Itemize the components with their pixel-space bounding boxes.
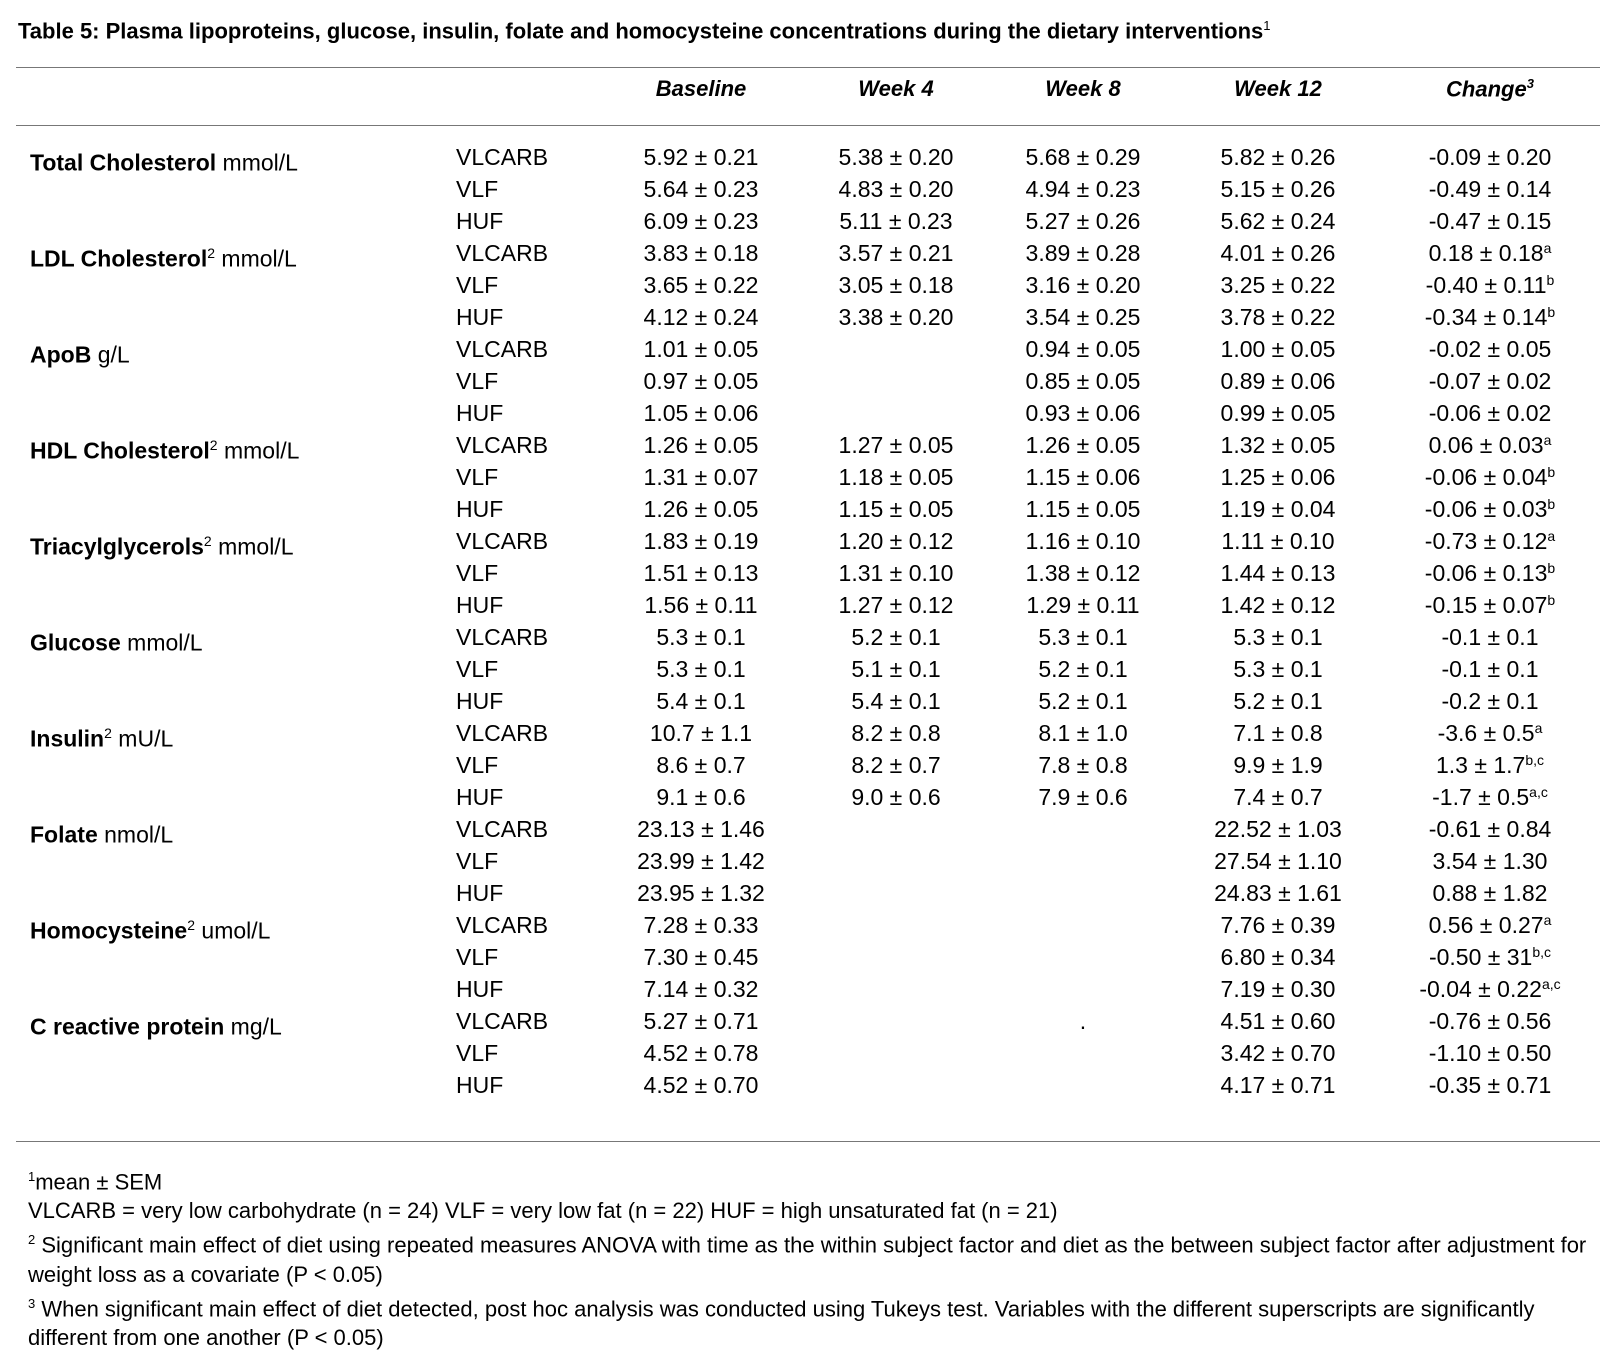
diet-cell: VLCARB <box>456 240 549 266</box>
change-cell: 0.88 ± 1.82 <box>1432 880 1548 906</box>
change-cell: -3.6 ± 0.5$^a$ <box>1437 720 1543 746</box>
diet-cell: VLF <box>456 656 499 682</box>
table-row <box>0 429 1600 464</box>
row-group-label: Total Cholesterol mmol/L <box>30 149 298 176</box>
table-row <box>0 621 1600 656</box>
change-cell: -0.06 ± 0.03$^b$ <box>1424 496 1556 522</box>
diet-cell: VLCARB <box>456 624 549 650</box>
week4-cell: 1.27 ± 0.05 <box>838 432 954 458</box>
week4-cell: 5.1 ± 0.1 <box>851 656 941 682</box>
baseline-cell: 1.31 ± 0.07 <box>643 464 759 490</box>
baseline-cell: 6.09 ± 0.23 <box>643 208 759 234</box>
baseline-cell: 1.83 ± 0.19 <box>643 528 759 554</box>
row-group-label: Glucose mmol/L <box>30 629 203 656</box>
table-row <box>0 717 1600 752</box>
table-row <box>0 685 1600 717</box>
week8-cell: 5.2 ± 0.1 <box>1038 688 1128 714</box>
diet-cell: VLCARB <box>456 912 549 938</box>
table-row <box>0 397 1600 429</box>
diet-cell: VLCARB <box>456 528 549 554</box>
baseline-cell: 5.3 ± 0.1 <box>656 656 746 682</box>
week8-cell: 0.94 ± 0.05 <box>1025 336 1141 362</box>
diet-cell: HUF <box>456 880 504 906</box>
week4-cell: 1.31 ± 0.10 <box>838 560 954 586</box>
baseline-cell: 3.65 ± 0.22 <box>643 272 759 298</box>
diet-cell: HUF <box>456 400 504 426</box>
week8-cell: 1.15 ± 0.05 <box>1025 496 1141 522</box>
change-cell: -0.35 ± 0.71 <box>1428 1072 1552 1098</box>
week4-cell: 1.15 ± 0.05 <box>838 496 954 522</box>
row-group-label: Triacylglycerols$^2$ mmol/L <box>30 533 294 560</box>
week8-cell: 4.94 ± 0.23 <box>1025 176 1141 202</box>
week8-cell: 7.8 ± 0.8 <box>1038 752 1128 778</box>
week4-cell: 9.0 ± 0.6 <box>851 784 941 810</box>
row-group-label: Homocysteine$^2$ umol/L <box>30 917 271 944</box>
week12-cell: 7.19 ± 0.30 <box>1220 976 1336 1002</box>
baseline-cell: 1.26 ± 0.05 <box>643 432 759 458</box>
diet-cell: VLF <box>456 464 499 490</box>
week8-cell: 3.16 ± 0.20 <box>1025 272 1141 298</box>
week8-cell: 0.93 ± 0.06 <box>1025 400 1141 426</box>
week12-cell: 4.51 ± 0.60 <box>1220 1008 1336 1034</box>
diet-cell: VLF <box>456 272 499 298</box>
week8-cell: 3.54 ± 0.25 <box>1025 304 1141 330</box>
week12-cell: 1.42 ± 0.12 <box>1220 592 1336 618</box>
change-cell: -0.47 ± 0.15 <box>1428 208 1552 234</box>
week12-cell: 6.80 ± 0.34 <box>1220 944 1336 970</box>
table-row <box>0 909 1600 944</box>
diet-cell: VLCARB <box>456 1008 549 1034</box>
baseline-cell: 5.3 ± 0.1 <box>656 624 746 650</box>
week4-cell: 8.2 ± 0.7 <box>851 752 941 778</box>
week4-cell: 8.2 ± 0.8 <box>851 720 941 746</box>
diet-cell: HUF <box>456 784 504 810</box>
change-cell: $-0.50 \pm 31^{b,c}$ <box>1428 944 1552 970</box>
table-row <box>0 269 1600 301</box>
week12-cell: 5.2 ± 0.1 <box>1233 688 1323 714</box>
baseline-cell: 7.30 ± 0.45 <box>643 944 759 970</box>
table-row <box>0 781 1600 813</box>
baseline-cell: 4.12 ± 0.24 <box>643 304 759 330</box>
table-row <box>0 301 1600 333</box>
week8-cell: 7.9 ± 0.6 <box>1038 784 1128 810</box>
week4-cell: 3.05 ± 0.18 <box>838 272 954 298</box>
table-row <box>0 237 1600 272</box>
change-cell: -0.76 ± 0.56 <box>1428 1008 1552 1034</box>
row-group-label: Insulin$^2$ mU/L <box>30 725 174 752</box>
change-cell: -0.02 ± 0.05 <box>1428 336 1552 362</box>
diet-cell: VLF <box>456 752 499 778</box>
row-group-label: C reactive protein mg/L <box>30 1013 282 1040</box>
footnote-abbreviations: VLCARB = very low carbohydrate (n = 24) VLF = very low fat (n = 22) HUF = high unsaturated fat (n = 21) <box>28 1198 1058 1224</box>
baseline-cell: 23.99 ± 1.42 <box>637 848 765 874</box>
baseline-cell: 5.92 ± 0.21 <box>643 144 759 170</box>
table-row <box>0 653 1600 685</box>
row-group-label: ApoB g/L <box>30 341 130 368</box>
week4-cell: 5.38 ± 0.20 <box>838 144 954 170</box>
table-row <box>0 333 1600 368</box>
table-row <box>0 877 1600 909</box>
table-row <box>0 493 1600 525</box>
change-cell: -0.40 ± 0.11$^b$ <box>1425 272 1555 298</box>
week4-cell: 1.27 ± 0.12 <box>838 592 954 618</box>
table-row <box>0 1005 1600 1040</box>
footnote-1: $^1$mean ± SEM <box>28 1169 163 1195</box>
table-row <box>0 973 1600 1005</box>
header-week12: Week 12 <box>1234 76 1322 101</box>
week4-cell: 5.4 ± 0.1 <box>851 688 941 714</box>
table-row <box>0 845 1600 877</box>
diet-cell: VLF <box>456 560 499 586</box>
week8-cell: 5.68 ± 0.29 <box>1025 144 1141 170</box>
baseline-cell: 5.4 ± 0.1 <box>656 688 746 714</box>
week12-cell: 7.76 ± 0.39 <box>1220 912 1336 938</box>
baseline-cell: 4.52 ± 0.70 <box>643 1072 759 1098</box>
change-cell: -0.15 ± 0.07$^b$ <box>1424 592 1556 618</box>
baseline-cell: 1.26 ± 0.05 <box>643 496 759 522</box>
week12-cell: 1.32 ± 0.05 <box>1220 432 1336 458</box>
week12-cell: 1.00 ± 0.05 <box>1220 336 1336 362</box>
row-group-label: LDL Cholesterol$^2$ mmol/L <box>30 245 297 272</box>
header-change-marker: 3 <box>1526 76 1534 91</box>
footnote-2: $^2$ Significant main effect of diet using repeated measures ANOVA with time as the within subject factor and diet as the between subject factor after adjustment for weight loss as a covariate (P < 0.05) <box>28 1232 1587 1287</box>
table-row <box>0 749 1600 781</box>
row-group-label: Folate nmol/L <box>30 821 174 848</box>
table-row <box>0 1069 1600 1101</box>
baseline-cell: 5.64 ± 0.23 <box>643 176 759 202</box>
top-rule <box>16 67 1600 68</box>
diet-cell: VLCARB <box>456 144 549 170</box>
baseline-cell: 23.95 ± 1.32 <box>637 880 765 906</box>
table-row <box>0 557 1600 589</box>
baseline-cell: 3.83 ± 0.18 <box>643 240 759 266</box>
baseline-cell: 1.01 ± 0.05 <box>643 336 759 362</box>
diet-cell: VLCARB <box>456 720 549 746</box>
diet-cell: HUF <box>456 1072 504 1098</box>
week12-cell: 7.1 ± 0.8 <box>1233 720 1323 746</box>
diet-cell: HUF <box>456 304 504 330</box>
header-row <box>0 70 1600 120</box>
baseline-cell: 1.56 ± 0.11 <box>644 592 758 618</box>
week8-cell: 5.27 ± 0.26 <box>1025 208 1141 234</box>
week12-cell: 1.11 ± 0.10 <box>1221 528 1335 554</box>
baseline-cell: 9.1 ± 0.6 <box>656 784 746 810</box>
week12-cell: 27.54 ± 1.10 <box>1214 848 1342 874</box>
baseline-cell: 8.6 ± 0.7 <box>656 752 746 778</box>
diet-cell: HUF <box>456 976 504 1002</box>
baseline-cell: 0.97 ± 0.05 <box>643 368 759 394</box>
table-row <box>0 205 1600 237</box>
bottom-rule <box>16 1141 1600 1142</box>
change-cell: $-1.7 \pm 0.5^{a,c}$ <box>1432 784 1548 810</box>
baseline-cell: 5.27 ± 0.71 <box>643 1008 759 1034</box>
diet-cell: HUF <box>456 688 504 714</box>
week12-cell: 1.19 ± 0.04 <box>1220 496 1336 522</box>
change-cell: -0.1 ± 0.1 <box>1441 656 1539 682</box>
header-change: Change$^3$ <box>1446 76 1534 102</box>
table-row <box>0 813 1600 848</box>
week8-cell: 1.16 ± 0.10 <box>1025 528 1141 554</box>
week12-cell: 24.83 ± 1.61 <box>1214 880 1342 906</box>
baseline-cell: 4.52 ± 0.78 <box>643 1040 759 1066</box>
diet-cell: VLF <box>456 176 499 202</box>
diet-cell: VLF <box>456 1040 499 1066</box>
week12-cell: 22.52 ± 1.03 <box>1214 816 1342 842</box>
change-cell: -1.10 ± 0.50 <box>1428 1040 1552 1066</box>
week12-cell: 1.44 ± 0.13 <box>1220 560 1336 586</box>
table-row <box>0 461 1600 493</box>
week8-cell: 5.3 ± 0.1 <box>1038 624 1128 650</box>
header-week4: Week 4 <box>858 76 934 101</box>
week12-cell: 0.99 ± 0.05 <box>1220 400 1336 426</box>
week8-cell: 1.38 ± 0.12 <box>1025 560 1141 586</box>
baseline-cell: 1.51 ± 0.13 <box>643 560 759 586</box>
week12-cell: 5.3 ± 0.1 <box>1233 624 1323 650</box>
week12-cell: 7.4 ± 0.7 <box>1233 784 1323 810</box>
change-cell: -0.06 ± 0.04$^b$ <box>1424 464 1556 490</box>
diet-cell: VLF <box>456 944 499 970</box>
table-row <box>0 365 1600 397</box>
baseline-cell: 7.28 ± 0.33 <box>643 912 759 938</box>
header-rule <box>16 125 1600 126</box>
week8-cell: 1.26 ± 0.05 <box>1025 432 1141 458</box>
week4-cell: 5.2 ± 0.1 <box>851 624 941 650</box>
diet-cell: VLCARB <box>456 816 549 842</box>
table-row <box>0 141 1600 176</box>
table-footnotes <box>28 1162 1588 1352</box>
baseline-cell: 1.05 ± 0.06 <box>643 400 759 426</box>
change-cell: -0.07 ± 0.02 <box>1428 368 1552 394</box>
baseline-cell: 10.7 ± 1.1 <box>649 720 753 746</box>
baseline-cell: 7.14 ± 0.32 <box>643 976 759 1002</box>
week4-cell: 1.20 ± 0.12 <box>838 528 954 554</box>
week12-cell: 4.01 ± 0.26 <box>1220 240 1336 266</box>
week12-cell: 5.82 ± 0.26 <box>1220 144 1336 170</box>
baseline-cell: 23.13 ± 1.46 <box>637 816 765 842</box>
change-cell: 3.54 ± 1.30 <box>1432 848 1548 874</box>
header-baseline: Baseline <box>655 76 747 101</box>
diet-cell: VLCARB <box>456 336 549 362</box>
week4-cell: 4.83 ± 0.20 <box>838 176 954 202</box>
change-cell: -0.73 ± 0.12$^a$ <box>1424 528 1556 554</box>
header-week8: Week 8 <box>1045 76 1121 101</box>
week12-cell: 9.9 ± 1.9 <box>1233 752 1323 778</box>
week8-cell: 8.1 ± 1.0 <box>1038 720 1128 746</box>
change-cell: -0.06 ± 0.02 <box>1428 400 1552 426</box>
diet-cell: VLCARB <box>456 432 549 458</box>
week4-cell: 1.18 ± 0.05 <box>838 464 954 490</box>
row-group-label: HDL Cholesterol$^2$ mmol/L <box>30 437 300 464</box>
change-cell: -0.49 ± 0.14 <box>1428 176 1552 202</box>
week12-cell: 5.62 ± 0.24 <box>1220 208 1336 234</box>
diet-cell: HUF <box>456 592 504 618</box>
table-row <box>0 1037 1600 1069</box>
diet-cell: VLF <box>456 848 499 874</box>
change-cell: 0.18 ± 0.18$^a$ <box>1428 240 1552 266</box>
week4-cell: 3.38 ± 0.20 <box>838 304 954 330</box>
week12-cell: 3.25 ± 0.22 <box>1220 272 1336 298</box>
change-cell: -0.06 ± 0.13$^b$ <box>1424 560 1556 586</box>
diet-cell: VLF <box>456 368 499 394</box>
week12-cell: 0.89 ± 0.06 <box>1220 368 1336 394</box>
week8-cell: 1.29 ± 0.11 <box>1026 592 1140 618</box>
week12-cell: 5.15 ± 0.26 <box>1220 176 1336 202</box>
week4-cell: 5.11 ± 0.23 <box>839 208 953 234</box>
table-row <box>0 941 1600 973</box>
week4-cell: 3.57 ± 0.21 <box>838 240 954 266</box>
title-footnote-marker: 1 <box>1263 18 1271 33</box>
change-cell: -0.1 ± 0.1 <box>1441 624 1539 650</box>
week12-cell: 3.78 ± 0.22 <box>1220 304 1336 330</box>
change-cell: -0.61 ± 0.84 <box>1428 816 1552 842</box>
table-row <box>0 173 1600 205</box>
week12-cell: 3.42 ± 0.70 <box>1220 1040 1336 1066</box>
week8-cell: . <box>1079 1008 1087 1034</box>
table-row <box>0 589 1600 621</box>
table-row <box>0 525 1600 560</box>
week12-cell: 4.17 ± 0.71 <box>1220 1072 1336 1098</box>
change-cell: $-0.04 \pm 0.22^{a,c}$ <box>1419 976 1561 1002</box>
table-title: Table 5: Plasma lipoproteins, glucose, insulin, folate and homocysteine concentrations during the dietary interventions$^1$ <box>18 18 1271 44</box>
week12-cell: 5.3 ± 0.1 <box>1233 656 1323 682</box>
week8-cell: 3.89 ± 0.28 <box>1025 240 1141 266</box>
diet-cell: HUF <box>456 208 504 234</box>
week12-cell: 1.25 ± 0.06 <box>1220 464 1336 490</box>
change-cell: 0.56 ± 0.27$^a$ <box>1428 912 1552 938</box>
week8-cell: 0.85 ± 0.05 <box>1025 368 1141 394</box>
diet-cell: HUF <box>456 496 504 522</box>
change-cell: -0.34 ± 0.14$^b$ <box>1424 304 1556 330</box>
change-cell: 0.06 ± 0.03$^a$ <box>1428 432 1552 458</box>
change-cell: -0.2 ± 0.1 <box>1441 688 1539 714</box>
week8-cell: 5.2 ± 0.1 <box>1038 656 1128 682</box>
change-cell: $1.3 \pm 1.7^{b,c}$ <box>1435 752 1545 778</box>
footnote-3: $^3$ When significant main effect of diet detected, post hoc analysis was conducted using Tukeys test. Variables with the different superscripts are significantly different from one another (P < 0.05) <box>28 1295 1535 1350</box>
change-cell: -0.09 ± 0.20 <box>1428 144 1552 170</box>
week8-cell: 1.15 ± 0.06 <box>1025 464 1141 490</box>
